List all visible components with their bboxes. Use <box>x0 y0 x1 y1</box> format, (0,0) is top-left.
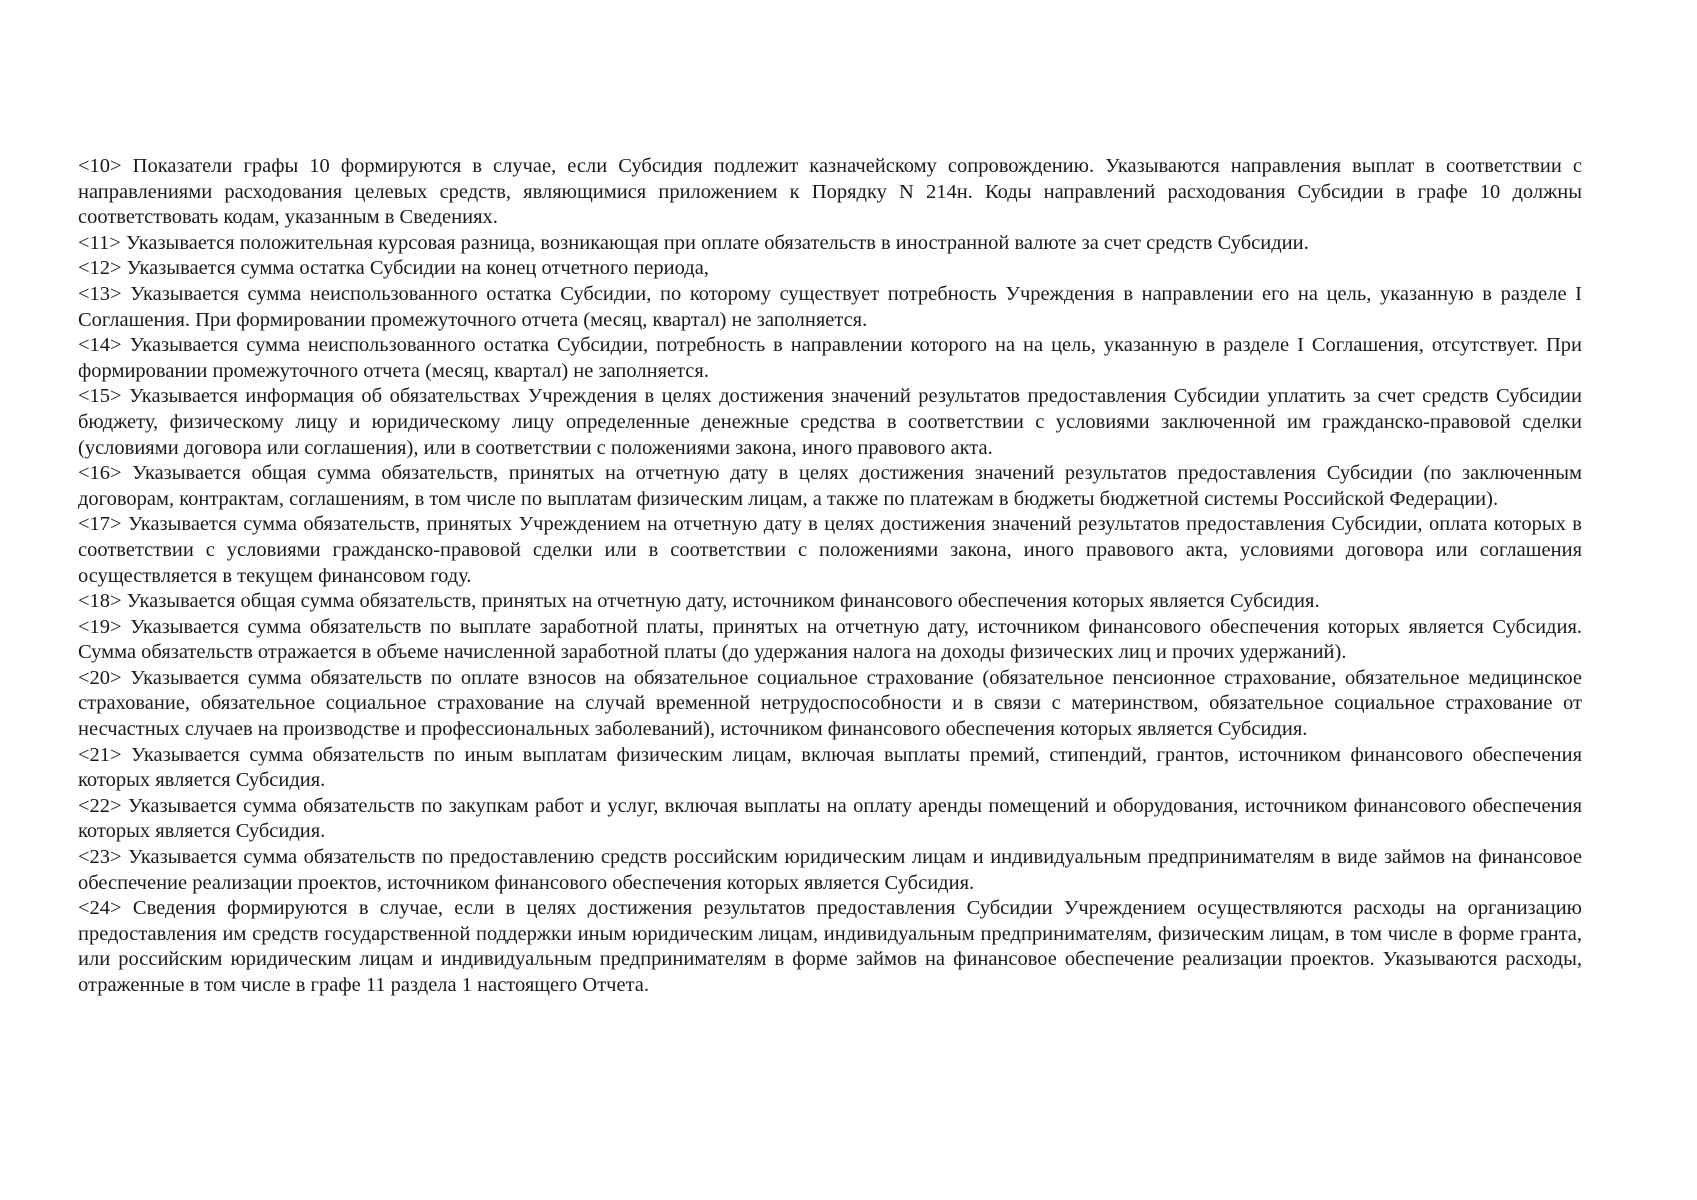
footnote-23: <23> Указывается сумма обязательств по предоставлению средств российским юридическим лицам и индивидуальным предпринимателям в виде займов на финансовое обеспечение реализации проектов, источником финансового обеспечения которых является Субсидия. <box>78 846 1582 894</box>
footnote-11: <11> Указывается положительная курсовая разница, возникающая при оплате обязательств в иностранной валюте за счет средств Субсидии. <box>78 231 1309 254</box>
footnote-22: <22> Указывается сумма обязательств по закупкам работ и услуг, включая выплаты на оплату аренды помещений и оборудования, источником финансового обеспечения которых является Субсидия. <box>78 794 1582 843</box>
footnotes-block <box>78 154 1582 999</box>
footnote-20: <20> Указывается сумма обязательств по оплате взносов на обязательное социальное страхование (обязательное пенсионное страхование, обязательное медицинское страхование, обязательное социальное страхование на случай временной нетрудоспособности и в связи с материнством, обязательное социальное страхование от несчастных случаев на производстве и профессиональных заболеваний), источником финансового обеспечения которых является Субсидия. <box>78 666 1582 741</box>
footnote-12: <12> Указывается сумма остатка Субсидии на конец отчетного периода, <box>78 257 709 280</box>
footnote-19: <19> Указывается сумма обязательств по выплате заработной платы, принятых на отчетную дату, источником финансового обеспечения которых является Субсидия. Сумма обязательств отражается в объеме начисленной заработной платы (до удержания налога на доходы физических лиц и прочих удержаний). <box>78 615 1582 664</box>
footnote-15: <15> Указывается информация об обязательствах Учреждения в целях достижения значений результатов предоставления Субсидии уплатить за счет средств Субсидии бюджету, физическому лицу и юридическому лицу определенные денежные средства в соответствии с условиями заключенной им гражданско-правовой сделки (условиями договора или соглашения), или в соответствии с положениями закона, иного правового акта. <box>78 385 1582 459</box>
footnote-14: <14> Указывается сумма неиспользованного остатка Субсидии, потребность в направлении которого на на цель, указанную в разделе I Соглашения, отсутствует. При формировании промежуточного отчета (месяц, квартал) не заполняется. <box>78 334 1582 382</box>
footnote-24: <24> Сведения формируются в случае, если в целях достижения результатов предоставления Субсидии Учреждением осуществляются расходы на организацию предоставления им средств государственной поддержки иным юридическим лицам, индивидуальным предпринимателям, физическим лицам, в том числе в форме гранта, или российским юридическим лицам и индивидуальным предпринимателям в форме займов на финансовое обеспечение реализации проектов. Указываются расходы, отраженные в том числе в графе 11 раздела 1 настоящего Отчета. <box>78 897 1582 996</box>
footnote-21: <21> Указывается сумма обязательств по иным выплатам физическим лицам, включая выплаты премий, стипендий, грантов, источником финансового обеспечения которых является Субсидия. <box>78 743 1582 792</box>
footnote-13: <13> Указывается сумма неиспользованного остатка Субсидии, по которому существует потребность Учреждения в направлении его на цель, указанную в разделе I Соглашения. При формировании промежуточного отчета (месяц, квартал) не заполняется. <box>78 282 1582 331</box>
footnote-10: <10> Показатели графы 10 формируются в случае, если Субсидия подлежит казначейскому сопровождению. Указываются направления выплат в соответствии с направлениями расходования целевых средств, являющимися приложением к Порядку N 214н. Коды направлений расходования Субсидии в графе 10 должны соответствовать кодам, указанным в Сведениях. <box>78 155 1582 229</box>
footnote-17: <17> Указывается сумма обязательств, принятых Учреждением на отчетную дату в целях достижения значений результатов предоставления Субсидии, оплата которых в соответствии с условиями гражданско-правовой сделки или в соответствии с положениями закона, иного правового акта, условиями договора или соглашения осуществляется в текущем финансовом году. <box>78 513 1582 587</box>
footnote-18: <18> Указывается общая сумма обязательств, принятых на отчетную дату, источником финансового обеспечения которых является Субсидия. <box>78 590 1320 613</box>
footnote-16: <16> Указывается общая сумма обязательств, принятых на отчетную дату в целях достижения значений результатов предоставления Субсидии (по заключенным договорам, контрактам, соглашениям, в том числе по выплатам физическим лицам, а также по платежам в бюджеты бюджетной системы Российской Федерации). <box>78 462 1582 510</box>
